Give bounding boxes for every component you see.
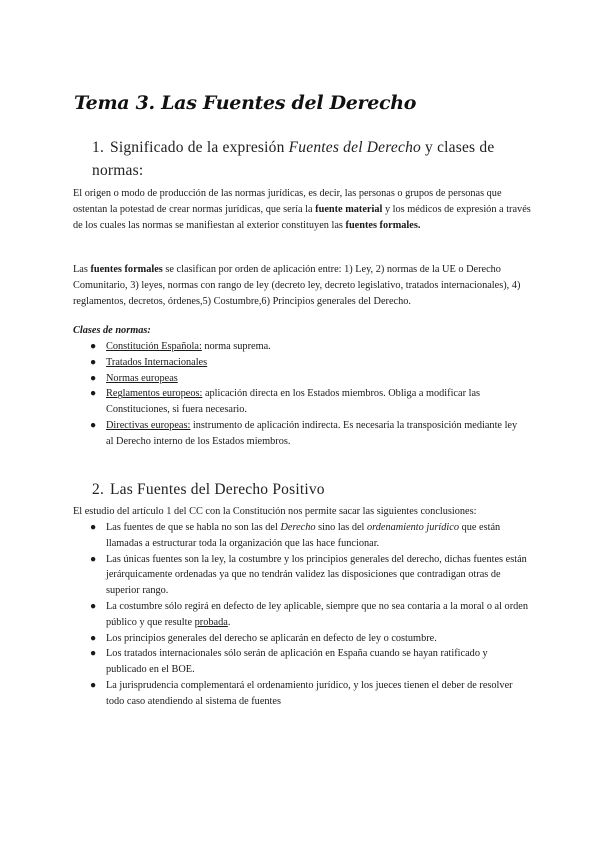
bullet-icon: ● bbox=[90, 522, 97, 533]
list-item: ● Constitución Española: norma suprema. bbox=[88, 339, 518, 355]
clases-list bbox=[88, 339, 518, 450]
bullet-icon: ● bbox=[90, 679, 97, 691]
section-2-intro: El estudio del artículo 1 del CC con la Constitución nos permite sacar las siguientes conclusiones: bbox=[73, 506, 477, 517]
list-item: ● Reglamentos europeos: aplicación directa en los Estados miembros. Obliga a modificar las Constituciones, si fuera necesario. bbox=[90, 388, 481, 416]
clases-label: Clases de normas: bbox=[73, 325, 151, 336]
list-item: ● Normas europeas bbox=[88, 371, 518, 387]
bullet-icon: ● bbox=[90, 600, 97, 612]
conclusiones-list bbox=[88, 520, 530, 710]
list-item: ● La jurisprudencia complementará el ordenamiento jurídico, y los jueces tienen el deber de resolver todo caso atendiendo al sistema de fuentes bbox=[90, 679, 513, 707]
list-item: ● Directivas europeas: instrumento de aplicación indirecta. Es necesaria la transposición mediante ley al Derecho interno de los Estados miembros. bbox=[90, 419, 518, 447]
list-item: ● Las fuentes de que se habla no son las del Derecho sino las del ordenamiento jurídico que están llamadas a estructurar toda la organización que las hace funcionar. bbox=[90, 522, 501, 549]
bullet-icon: ● bbox=[90, 372, 97, 384]
section-1-number: 1. bbox=[92, 139, 105, 156]
paragraph-origen: El origen o modo de producción de las normas jurídicas, es decir, las personas o grupos de personas que ostentan la potestad de crear normas jurídicas, que sería la fuente material y los médicos de expresión a través de los cuales las normas se manifiestan al exterior constituyen las fuentes formales. bbox=[73, 188, 531, 231]
bullet-icon: ● bbox=[90, 341, 97, 352]
list-item: ● Los tratados internacionales sólo serán de aplicación en España cuando se hayan ratificado y publicado en el BOE. bbox=[90, 648, 488, 676]
list-item: ● Los principios generales del derecho se aplicarán en defecto de ley o costumbre. bbox=[88, 631, 530, 647]
document-title: Tema 3. Las Fuentes del Derecho bbox=[74, 92, 417, 114]
section-2-heading: 2. Las Fuentes del Derecho Positivo bbox=[92, 478, 522, 501]
bullet-icon: ● bbox=[90, 419, 97, 431]
list-item: ● Tratados Internacionales bbox=[88, 355, 518, 371]
bullet-icon: ● bbox=[90, 356, 97, 368]
list-item: ● Las únicas fuentes son la ley, la costumbre y los principios generales del derecho, dichas fuentes están jerárquicamente ordenadas ya que no tendrán validez las disposiciones que contradigan otras de superior rango. bbox=[90, 553, 527, 597]
paragraph-fuentes-formales: Las fuentes formales se clasifican por orden de aplicación entre: 1) Ley, 2) normas de la UE o Derecho Comunitario, 3) leyes, normas con rango de ley (decreto ley, decreto legislativo, tratados internacionales), 4) reglamentos, decretos, órdenes,5) Costumbre,6) Principios generales del Derecho. bbox=[73, 264, 521, 307]
bullet-icon: ● bbox=[90, 553, 97, 565]
bullet-icon: ● bbox=[90, 648, 97, 660]
section-1-heading: 1. Significado de la expresión Fuentes del Derecho y clases de normas: bbox=[92, 136, 522, 182]
bullet-icon: ● bbox=[90, 632, 97, 644]
bullet-icon: ● bbox=[90, 388, 97, 400]
list-item: ● La costumbre sólo regirá en defecto de ley aplicable, siempre que no sea contaria a la moral o al orden público y que resulte probada. bbox=[90, 600, 528, 628]
section-2-number: 2. bbox=[92, 481, 105, 498]
